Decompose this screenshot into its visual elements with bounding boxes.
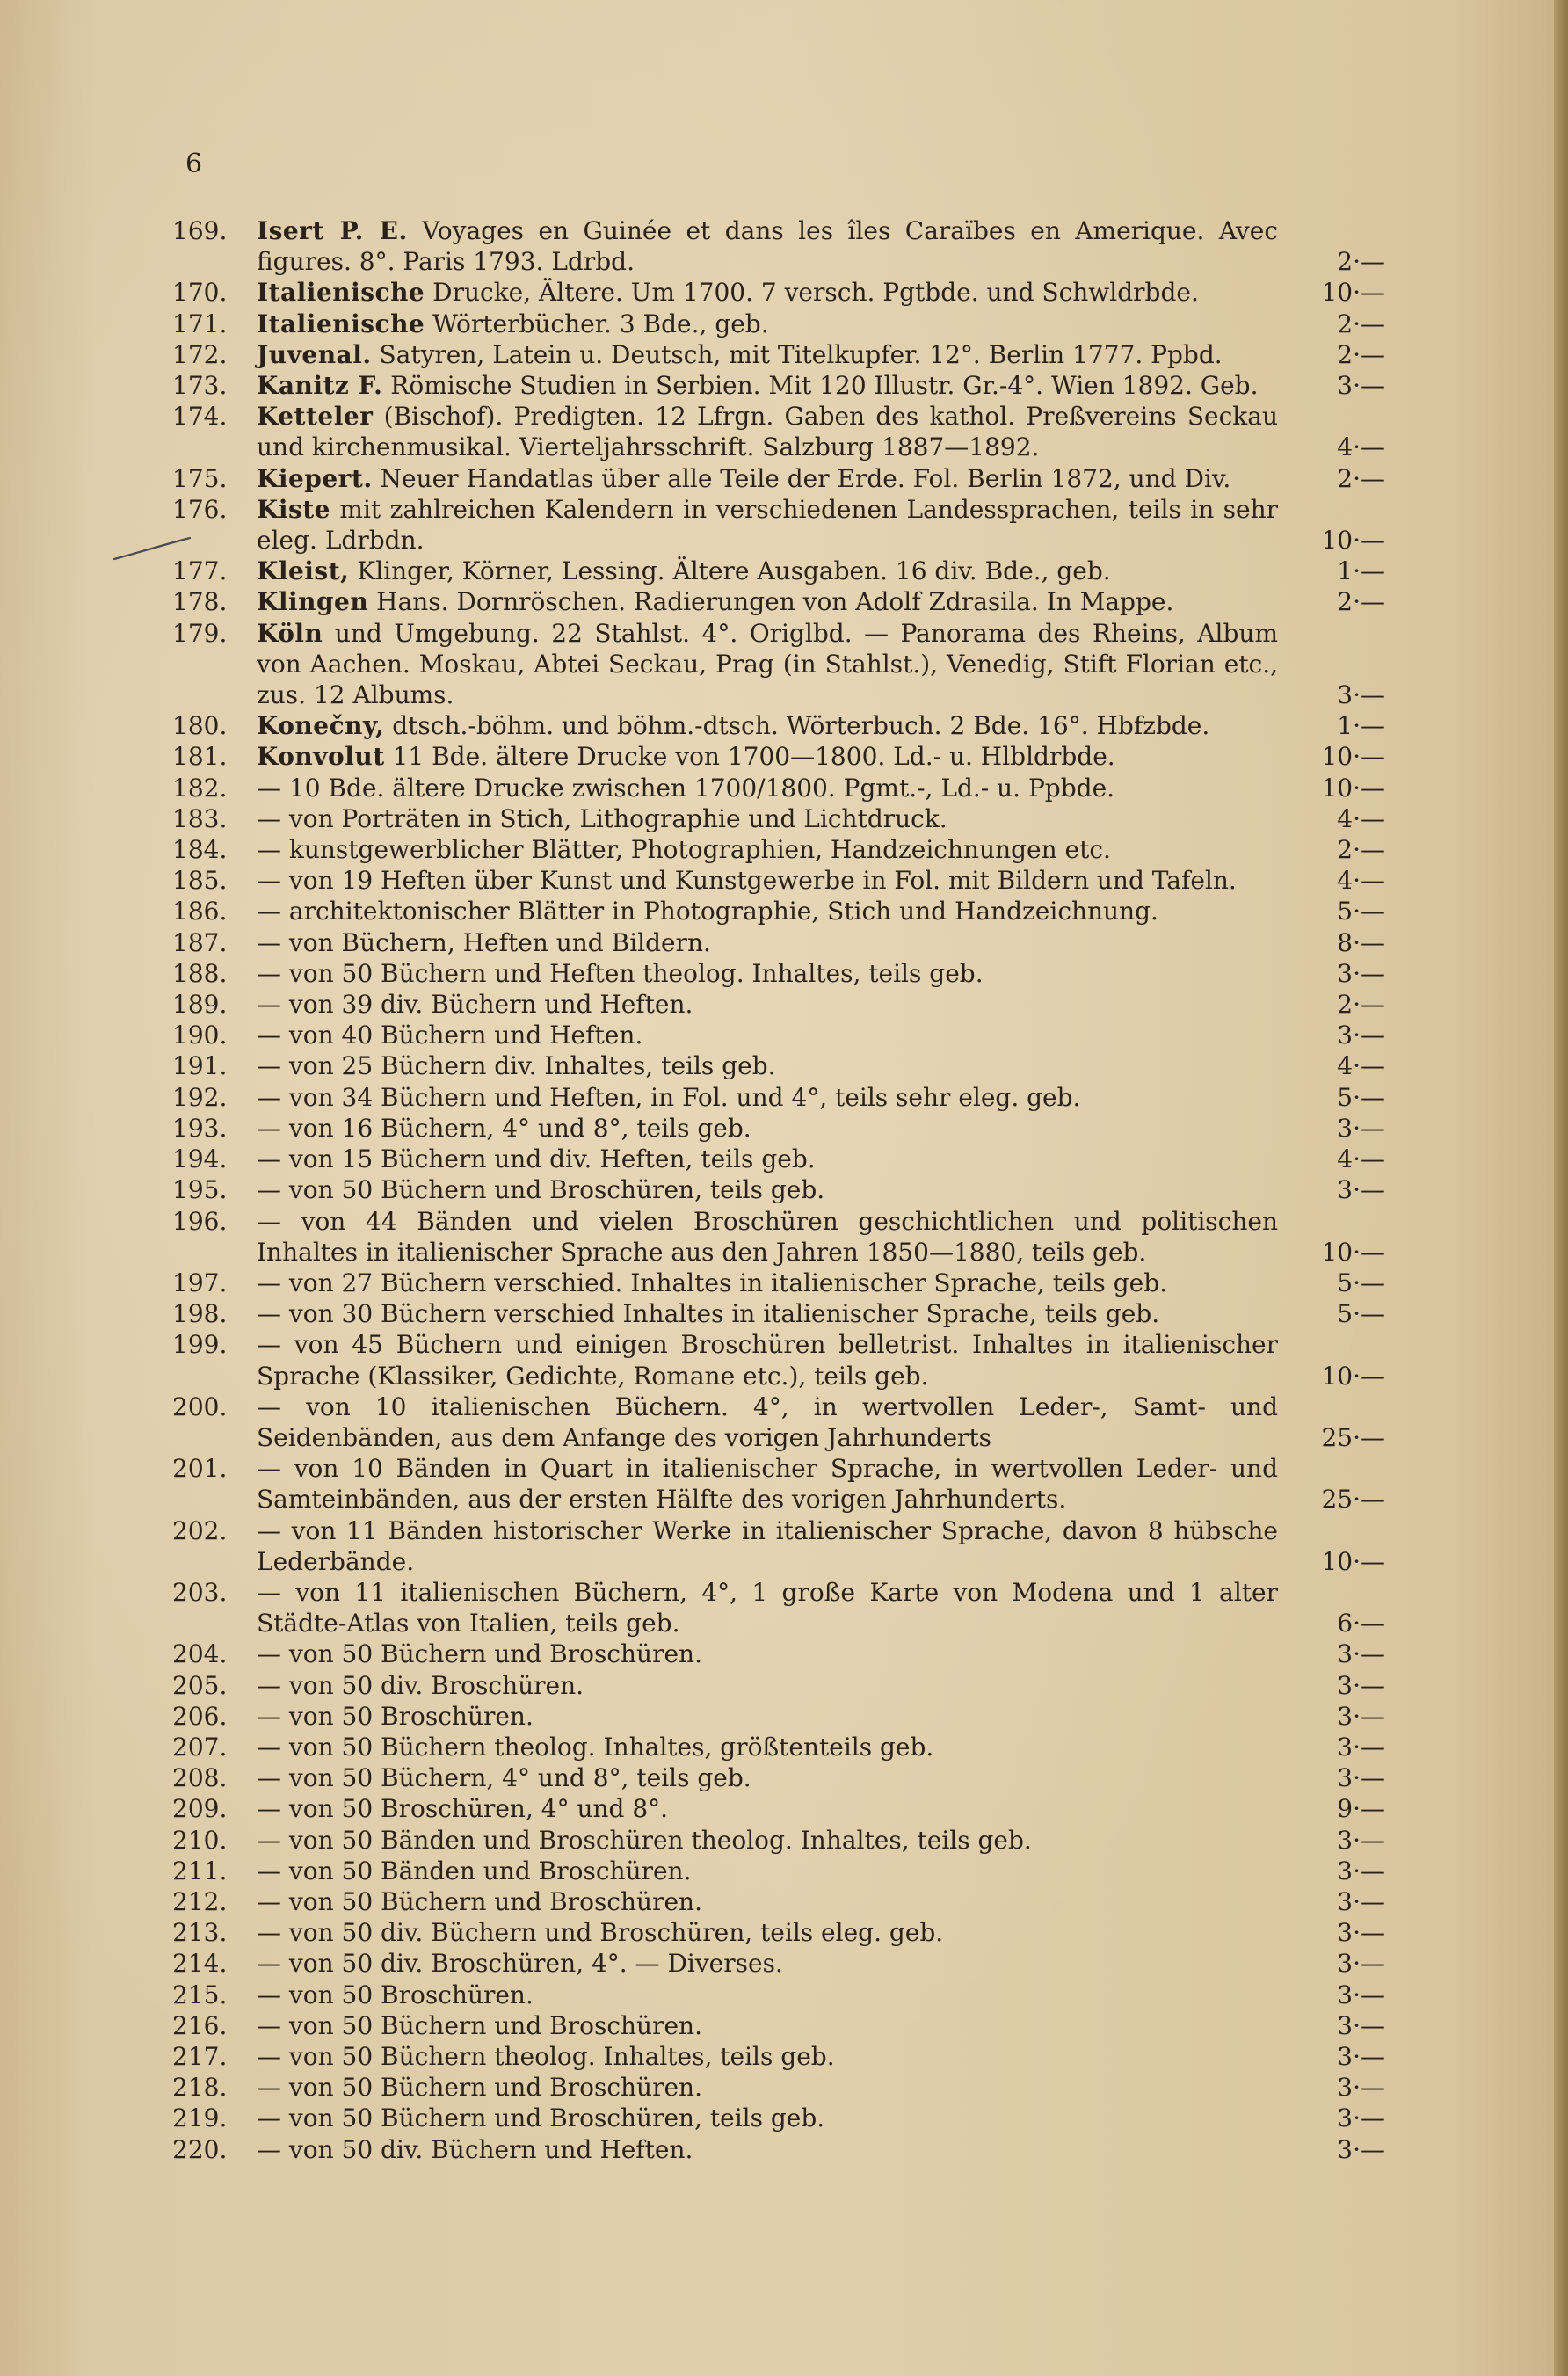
catalog-entry xyxy=(172,1453,1385,1515)
catalog-entry xyxy=(172,1113,1385,1144)
catalog-entry xyxy=(172,2041,1385,2072)
entry-price: 3·— xyxy=(1337,1701,1385,1731)
entry-number: 177. xyxy=(172,556,228,586)
page-spine-edge xyxy=(1554,0,1568,2376)
entry-price: 10·— xyxy=(1321,1546,1385,1576)
entry-text: — von 34 Büchern und Heften, in Fol. und 4°, teils sehr eleg. geb. xyxy=(257,1082,1081,1112)
entry-description xyxy=(257,1793,1289,1824)
entry-description xyxy=(257,1670,1289,1701)
entry-price: 5·— xyxy=(1337,897,1385,926)
entry-text: — von 50 div. Broschüren, 4°. — Diverses. xyxy=(257,1949,783,1979)
entry-text: Neuer Handatlas über alle Teile der Erde. Fol. Berlin 1872, und Div. xyxy=(372,463,1231,493)
entry-text: 11 Bde. ältere Drucke von 1700—1800. Ld.- u. Hlbldrbde. xyxy=(384,742,1115,772)
entry-price: 3·— xyxy=(1337,1670,1385,1700)
entry-description xyxy=(257,277,1289,308)
entry-price: 3·— xyxy=(1337,1113,1385,1143)
catalog-entry xyxy=(172,741,1385,772)
entry-price: 1·— xyxy=(1337,711,1385,741)
entry-number: 195. xyxy=(172,1175,228,1205)
entry-text: — von 39 div. Büchern und Heften. xyxy=(257,990,693,1020)
entry-price: 3·— xyxy=(1337,2010,1385,2040)
entry-price: 3·— xyxy=(1337,2134,1385,2164)
entry-text: — von 11 italienischen Büchern, 4°, 1 große Karte von Modena und 1 alter Städte-Atlas von Italien, teils geb. xyxy=(257,1577,1278,1638)
entry-description xyxy=(257,1701,1289,1732)
entry-price: 25·— xyxy=(1321,1422,1385,1452)
entry-number: 186. xyxy=(172,897,228,926)
entry-description xyxy=(257,1825,1289,1856)
entry-description xyxy=(257,1732,1289,1762)
entry-description xyxy=(257,927,1289,958)
entry-number: 180. xyxy=(172,711,228,741)
entry-description xyxy=(257,989,1289,1020)
catalog-entry xyxy=(172,1825,1385,1856)
entry-price: 3·— xyxy=(1337,1918,1385,1948)
entry-description xyxy=(257,773,1289,803)
entry-number: 211. xyxy=(172,1856,228,1886)
entry-price: 3·— xyxy=(1337,371,1385,401)
entry-price: 3·— xyxy=(1337,2073,1385,2103)
entry-description xyxy=(257,1917,1289,1948)
entry-text: — von 45 Büchern und einigen Broschüren belletrist. Inhaltes in italienischer Sprache (Klassiker, Gedichte, Romane etc.), teils geb. xyxy=(257,1330,1278,1391)
entry-description xyxy=(257,896,1289,926)
entry-number: 199. xyxy=(172,1330,228,1360)
entry-number: 190. xyxy=(172,1021,228,1050)
catalog-entry xyxy=(172,1948,1385,1979)
entry-price: 3·— xyxy=(1337,2041,1385,2071)
entry-text: — von 30 Büchern verschied Inhaltes in italienischer Sprache, teils geb. xyxy=(257,1299,1160,1329)
entry-description xyxy=(257,1577,1289,1638)
entry-text: — von 40 Büchern und Heften. xyxy=(257,1021,643,1050)
catalog-entry xyxy=(172,370,1385,401)
entry-number: 214. xyxy=(172,1949,228,1979)
entry-number: 170. xyxy=(172,278,228,308)
entry-text: — von 27 Büchern verschied. Inhaltes in italienischer Sprache, teils geb. xyxy=(257,1268,1168,1297)
entry-author: Italienische xyxy=(257,278,425,308)
entry-author: Isert P. E. xyxy=(257,216,408,245)
catalog-entry xyxy=(172,989,1385,1020)
entry-description xyxy=(257,1298,1289,1329)
entry-text: — von 10 italienischen Büchern. 4°, in wertvollen Leder-, Samt- und Seidenbänden, aus dem Anfange des vorigen Jahrhunderts xyxy=(257,1391,1278,1452)
entry-description xyxy=(257,1515,1289,1577)
entry-number: 171. xyxy=(172,309,228,338)
catalog-entry xyxy=(172,1886,1385,1917)
entry-number: 174. xyxy=(172,402,228,432)
entry-price: 2·— xyxy=(1337,247,1385,277)
entry-author: Italienische xyxy=(257,309,425,338)
catalog-entry xyxy=(172,803,1385,834)
entry-price: 3·— xyxy=(1337,1949,1385,1979)
entry-text: — von 50 Büchern und Heften theolog. Inhaltes, teils geb. xyxy=(257,958,984,988)
entry-text: Wörterbücher. 3 Bde., geb. xyxy=(425,309,769,338)
catalog-entry-list xyxy=(172,215,1385,2165)
entry-number: 208. xyxy=(172,1763,228,1793)
entry-description xyxy=(257,1113,1289,1144)
entry-text: — kunstgewerblicher Blätter, Photographien, Handzeichnungen etc. xyxy=(257,835,1111,865)
entry-text: — von 50 Bänden und Broschüren theolog. Inhaltes, teils geb. xyxy=(257,1825,1032,1855)
entry-price: 1·— xyxy=(1337,556,1385,586)
catalog-entry xyxy=(172,958,1385,989)
entry-text: — von 50 Büchern und Broschüren, teils geb. xyxy=(257,1175,825,1205)
entry-text: und Umgebung. 22 Stahlst. 4°. Origlbd. — Panorama des Rheins, Album von Aachen. Moskau, Abtei Seckau, Prag (in Stahlst.), Venedig, Stift Florian etc., zus. 12 Albums. xyxy=(257,618,1278,710)
entry-author: Klingen xyxy=(257,587,369,617)
entry-price: 3·— xyxy=(1337,1886,1385,1916)
entry-text: — von 50 Bänden und Broschüren. xyxy=(257,1856,692,1886)
entry-author: Kanitz F. xyxy=(257,371,383,401)
entry-number: 213. xyxy=(172,1918,228,1948)
entry-description xyxy=(257,556,1289,586)
entry-number: 178. xyxy=(172,587,228,617)
entry-price: 10·— xyxy=(1321,526,1385,556)
entry-number: 217. xyxy=(172,2041,228,2071)
entry-number: 202. xyxy=(172,1515,228,1545)
entry-text: — von 50 Büchern und Broschüren, teils geb. xyxy=(257,2104,825,2133)
entry-text: — von 50 Broschüren. xyxy=(257,1701,534,1731)
entry-price: 10·— xyxy=(1321,1237,1385,1267)
entry-number: 188. xyxy=(172,958,228,988)
entry-text: — von 50 div. Büchern und Heften. xyxy=(257,2134,693,2164)
entry-text: — von 16 Büchern, 4° und 8°, teils geb. xyxy=(257,1113,751,1143)
entry-description xyxy=(257,1329,1289,1391)
entry-number: 215. xyxy=(172,1980,228,2009)
entry-number: 193. xyxy=(172,1113,228,1143)
entry-price: 3·— xyxy=(1337,680,1385,710)
catalog-entry xyxy=(172,1174,1385,1205)
entry-author: Kiste xyxy=(257,494,330,524)
entry-price: 2·— xyxy=(1337,587,1385,617)
entry-description xyxy=(257,1391,1289,1453)
entry-text: — von 50 Büchern theolog. Inhaltes, größtenteils geb. xyxy=(257,1732,934,1762)
entry-number: 219. xyxy=(172,2104,228,2133)
entry-price: 3·— xyxy=(1337,1825,1385,1855)
entry-description xyxy=(257,463,1289,494)
catalog-entry xyxy=(172,1329,1385,1391)
entry-number: 172. xyxy=(172,339,228,369)
entry-price: 3·— xyxy=(1337,958,1385,988)
entry-number: 192. xyxy=(172,1082,228,1112)
entry-description xyxy=(257,1762,1289,1793)
entry-description xyxy=(257,339,1289,370)
catalog-entry xyxy=(172,586,1385,617)
entry-text: Satyren, Latein u. Deutsch, mit Titelkupfer. 12°. Berlin 1777. Ppbd. xyxy=(371,339,1223,369)
entry-description xyxy=(257,834,1289,865)
catalog-entry xyxy=(172,1793,1385,1824)
entry-price: 10·— xyxy=(1321,773,1385,803)
entry-number: 210. xyxy=(172,1825,228,1855)
entry-text: — von 11 Bänden historischer Werke in italienischer Sprache, davon 8 hübsche Lederbände. xyxy=(257,1515,1278,1576)
entry-text: Voyages en Guinée et dans les îles Caraïbes en Amerique. Avec figures. 8°. Paris 1793. Ldrbd. xyxy=(257,216,1279,277)
catalog-entry xyxy=(172,1020,1385,1050)
catalog-entry xyxy=(172,1391,1385,1453)
entry-price: 5·— xyxy=(1337,1268,1385,1297)
catalog-entry xyxy=(172,1917,1385,1948)
entry-description xyxy=(257,2072,1289,2103)
entry-number: 185. xyxy=(172,866,228,896)
catalog-entry xyxy=(172,556,1385,586)
catalog-entry xyxy=(172,1082,1385,1113)
entry-price: 3·— xyxy=(1337,1639,1385,1669)
entry-price: 2·— xyxy=(1337,835,1385,865)
entry-price: 10·— xyxy=(1321,742,1385,772)
catalog-entry xyxy=(172,1980,1385,2010)
catalog-entry xyxy=(172,834,1385,865)
entry-number: 179. xyxy=(172,618,228,648)
entry-text: — von 50 Büchern, 4° und 8°, teils geb. xyxy=(257,1763,751,1793)
entry-description xyxy=(257,1638,1289,1669)
entry-description xyxy=(257,2041,1289,2072)
entry-description xyxy=(257,710,1289,741)
entry-description xyxy=(257,586,1289,617)
entry-text: — von 50 Broschüren, 4° und 8°. xyxy=(257,1794,669,1824)
entry-description xyxy=(257,1980,1289,2010)
entry-description xyxy=(257,1856,1289,1886)
entry-description xyxy=(257,1206,1289,1268)
entry-price: 2·— xyxy=(1337,339,1385,369)
entry-number: 203. xyxy=(172,1577,228,1607)
catalog-entry xyxy=(172,618,1385,711)
entry-number: 182. xyxy=(172,773,228,803)
entry-text: — von 50 Büchern und Broschüren. xyxy=(257,1639,702,1669)
catalog-entry xyxy=(172,865,1385,896)
catalog-entry xyxy=(172,277,1385,308)
entry-number: 200. xyxy=(172,1391,228,1421)
entry-number: 218. xyxy=(172,2073,228,2103)
entry-price: 3·— xyxy=(1337,1856,1385,1886)
catalog-entry xyxy=(172,1732,1385,1762)
entry-description xyxy=(257,1453,1289,1515)
entry-price: 4·— xyxy=(1337,803,1385,833)
entry-number: 207. xyxy=(172,1732,228,1762)
catalog-entry xyxy=(172,1701,1385,1732)
entry-price: 3·— xyxy=(1337,1980,1385,2009)
entry-price: 10·— xyxy=(1321,278,1385,308)
entry-text: — 10 Bde. ältere Drucke zwischen 1700/1800. Pgmt.-, Ld.- u. Ppbde. xyxy=(257,773,1115,803)
entry-description xyxy=(257,803,1289,834)
entry-text: — von 50 div. Büchern und Broschüren, teils eleg. geb. xyxy=(257,1918,944,1948)
entry-number: 212. xyxy=(172,1886,228,1916)
entry-price: 2·— xyxy=(1337,990,1385,1020)
entry-number: 204. xyxy=(172,1639,228,1669)
entry-author: Ketteler xyxy=(257,402,374,432)
entry-number: 206. xyxy=(172,1701,228,1731)
entry-price: 4·— xyxy=(1337,432,1385,462)
entry-number: 198. xyxy=(172,1299,228,1329)
catalog-entry xyxy=(172,773,1385,803)
entry-price: 2·— xyxy=(1337,309,1385,338)
entry-author: Juvenal. xyxy=(257,339,372,369)
entry-description xyxy=(257,370,1289,401)
catalog-entry xyxy=(172,2072,1385,2103)
entry-price: 4·— xyxy=(1337,1051,1385,1081)
entry-description xyxy=(257,1268,1289,1298)
catalog-entry xyxy=(172,339,1385,370)
entry-description xyxy=(257,2103,1289,2133)
entry-description xyxy=(257,1050,1289,1081)
entry-text: — von Büchern, Heften und Bildern. xyxy=(257,927,711,957)
entry-number: 181. xyxy=(172,742,228,772)
entry-number: 189. xyxy=(172,990,228,1020)
catalog-entry xyxy=(172,1670,1385,1701)
catalog-entry xyxy=(172,309,1385,339)
entry-text: mit zahlreichen Kalendern in verschiedenen Landessprachen, teils in sehr eleg. Ldrbdn. xyxy=(257,494,1278,556)
entry-text: Hans. Dornröschen. Radierungen von Adolf Zdrasila. In Mappe. xyxy=(368,587,1174,617)
entry-number: 196. xyxy=(172,1206,228,1236)
entry-author: Konečny, xyxy=(257,711,385,741)
entry-price: 4·— xyxy=(1337,866,1385,896)
entry-text: — von 50 Broschüren. xyxy=(257,1980,534,2009)
entry-price: 3·— xyxy=(1337,1732,1385,1762)
entry-description xyxy=(257,401,1289,462)
entry-text: — von Porträten in Stich, Lithographie und Lichtdruck. xyxy=(257,803,947,833)
entry-text: — von 50 Büchern theolog. Inhaltes, teils geb. xyxy=(257,2041,835,2071)
catalog-entry xyxy=(172,463,1385,494)
entry-text: — von 44 Bänden und vielen Broschüren geschichtlichen und politischen Inhaltes in italienischer Sprache aus den Jahren 1850—1880, teils geb. xyxy=(257,1206,1278,1267)
catalog-entry xyxy=(172,1577,1385,1638)
entry-text: Römische Studien in Serbien. Mit 120 Illustr. Gr.-4°. Wien 1892. Geb. xyxy=(382,371,1259,401)
entry-number: 169. xyxy=(172,216,228,245)
catalog-entry xyxy=(172,1144,1385,1174)
catalog-entry xyxy=(172,896,1385,926)
catalog-entry xyxy=(172,401,1385,462)
catalog-entry xyxy=(172,1638,1385,1669)
entry-number: 187. xyxy=(172,927,228,957)
entry-price: 4·— xyxy=(1337,1144,1385,1174)
entry-price: 3·— xyxy=(1337,1021,1385,1050)
entry-author: Konvolut xyxy=(257,742,385,772)
entry-text: (Bischof). Predigten. 12 Lfrgn. Gaben des kathol. Preßvereins Seckau und kirchenmusikal. Vierteljahrsschrift. Salzburg 1887—1892. xyxy=(257,402,1278,462)
entry-text: — von 50 Büchern und Broschüren. xyxy=(257,1886,702,1916)
entry-description xyxy=(257,741,1289,772)
entry-number: 173. xyxy=(172,371,228,401)
catalog-entry xyxy=(172,494,1385,556)
entry-price: 10·— xyxy=(1321,1361,1385,1391)
entry-price: 5·— xyxy=(1337,1082,1385,1112)
entry-description xyxy=(257,1144,1289,1174)
entry-number: 205. xyxy=(172,1670,228,1700)
entry-text: — von 50 Büchern und Broschüren. xyxy=(257,2010,702,2040)
entry-description xyxy=(257,1082,1289,1113)
entry-text: — von 10 Bänden in Quart in italienischer Sprache, in wertvollen Leder- und Samteinbänden, aus der ersten Hälfte des vorigen Jahrhunderts. xyxy=(257,1454,1278,1515)
entry-author: Köln xyxy=(257,618,323,648)
catalog-entry xyxy=(172,927,1385,958)
entry-price: 6·— xyxy=(1337,1609,1385,1638)
catalog-entry xyxy=(172,1298,1385,1329)
entry-text: — von 25 Büchern div. Inhaltes, teils geb. xyxy=(257,1051,776,1081)
entry-number: 209. xyxy=(172,1794,228,1824)
entry-text: dtsch.-böhm. und böhm.-dtsch. Wörterbuch. 2 Bde. 16°. Hbfzbde. xyxy=(384,711,1210,741)
entry-number: 194. xyxy=(172,1144,228,1174)
catalog-entry xyxy=(172,215,1385,277)
catalog-entry xyxy=(172,1762,1385,1793)
page-number: 6 xyxy=(185,149,203,179)
entry-description xyxy=(257,1020,1289,1050)
entry-description xyxy=(257,494,1289,556)
entry-price: 5·— xyxy=(1337,1299,1385,1329)
entry-number: 191. xyxy=(172,1051,228,1081)
entry-description xyxy=(257,958,1289,989)
entry-text: Drucke, Ältere. Um 1700. 7 versch. Pgtbde. und Schwldrbde. xyxy=(425,278,1199,308)
entry-price: 3·— xyxy=(1337,1175,1385,1205)
entry-price: 8·— xyxy=(1337,927,1385,957)
catalog-entry xyxy=(172,710,1385,741)
entry-number: 176. xyxy=(172,494,228,524)
catalog-entry xyxy=(172,1050,1385,1081)
entry-number: 175. xyxy=(172,463,228,493)
entry-description xyxy=(257,1948,1289,1979)
entry-number: 216. xyxy=(172,2010,228,2040)
entry-description xyxy=(257,618,1289,711)
catalog-entry xyxy=(172,1206,1385,1268)
entry-text: Klinger, Körner, Lessing. Ältere Ausgaben. 16 div. Bde., geb. xyxy=(349,556,1111,586)
entry-number: 183. xyxy=(172,803,228,833)
catalog-entry xyxy=(172,2010,1385,2041)
entry-text: — architektonischer Blätter in Photographie, Stich und Handzeichnung. xyxy=(257,897,1158,926)
entry-author: Kleist, xyxy=(257,556,350,586)
entry-description xyxy=(257,215,1289,277)
entry-number: 201. xyxy=(172,1454,228,1484)
catalog-entry xyxy=(172,2134,1385,2165)
entry-price: 25·— xyxy=(1321,1485,1385,1515)
catalog-entry xyxy=(172,2103,1385,2133)
entry-description xyxy=(257,1886,1289,1917)
entry-number: 197. xyxy=(172,1268,228,1297)
entry-price: 3·— xyxy=(1337,1763,1385,1793)
entry-text: — von 50 Büchern und Broschüren. xyxy=(257,2073,702,2103)
entry-text: — von 15 Büchern und div. Heften, teils geb. xyxy=(257,1144,816,1174)
entry-text: — von 19 Heften über Kunst und Kunstgewerbe in Fol. mit Bildern und Tafeln. xyxy=(257,866,1237,896)
entry-author: Kiepert. xyxy=(257,463,373,493)
entry-number: 220. xyxy=(172,2134,228,2164)
entry-description xyxy=(257,309,1289,339)
entry-price: 9·— xyxy=(1337,1794,1385,1824)
catalog-entry xyxy=(172,1268,1385,1298)
entry-description xyxy=(257,2134,1289,2165)
entry-description xyxy=(257,2010,1289,2041)
entry-price: 2·— xyxy=(1337,463,1385,493)
entry-description xyxy=(257,865,1289,896)
catalog-entry xyxy=(172,1856,1385,1886)
catalog-entry xyxy=(172,1515,1385,1577)
entry-description xyxy=(257,1174,1289,1205)
entry-price: 3·— xyxy=(1337,2104,1385,2133)
entry-number: 184. xyxy=(172,835,228,865)
entry-text: — von 50 div. Broschüren. xyxy=(257,1670,584,1700)
